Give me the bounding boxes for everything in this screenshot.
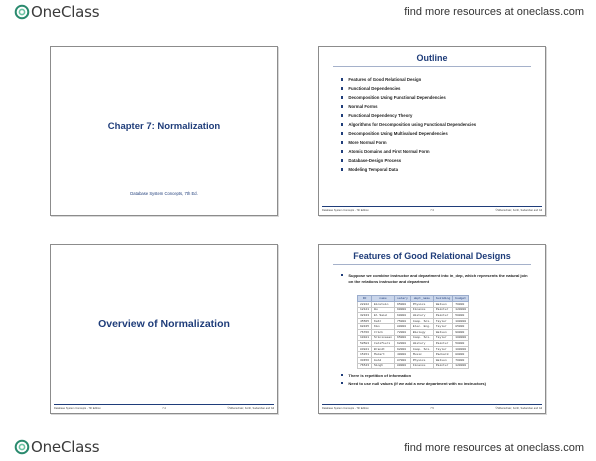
column-header: building [433, 296, 452, 302]
slide-subtitle: Database System Concepts, 7th Ed. [130, 191, 198, 196]
table-cell: Kim [372, 324, 395, 330]
outline-list [341, 75, 476, 174]
page-number: 7.4 [162, 407, 166, 410]
table-cell: 45565 [358, 318, 372, 324]
table-cell: Elec. Eng. [410, 324, 433, 330]
table-cell: 62000 [395, 341, 411, 347]
table-cell: Srinivasan [372, 335, 395, 341]
table-cell: 33456 [358, 357, 372, 363]
table-cell: 70000 [453, 357, 469, 363]
heading-divider [333, 66, 531, 67]
table-cell: Music [410, 352, 433, 358]
table-cell: 76766 [358, 329, 372, 335]
table-cell: Taylor [433, 324, 452, 330]
table-cell: Einstein [372, 302, 395, 308]
bullet-icon [341, 114, 343, 116]
table-cell: Crick [372, 329, 395, 335]
table-cell: Wu [372, 307, 395, 313]
list-item: There is repetition of information [341, 371, 486, 379]
table-cell: Mozart [372, 352, 395, 358]
table-cell: 85000 [453, 324, 469, 330]
table-cell: 95000 [395, 302, 411, 308]
oneclass-logo[interactable] [14, 438, 99, 456]
bullet-icon [341, 150, 343, 152]
header-tagline-link[interactable]: find more resources at oneclass.com [404, 6, 584, 18]
table-cell: Watson [433, 357, 452, 363]
list-item: Functional Dependency Theory [341, 111, 476, 120]
table-cell: History [410, 341, 433, 347]
table-cell: 15151 [358, 352, 372, 358]
table-cell: Singh [372, 363, 395, 369]
table-cell: Comp. Sci. [410, 335, 433, 341]
table-cell: 50000 [453, 313, 469, 319]
table-cell: 70000 [453, 302, 469, 308]
bullet-icon [341, 132, 343, 134]
list-item: Need to use null values (if we add a new department with no instructors) [341, 379, 486, 387]
list-item: Modeling Temporal Data [341, 165, 476, 174]
table-cell: 12121 [358, 307, 372, 313]
table-cell: Packard [433, 352, 452, 358]
table-cell: Comp. Sci. [410, 318, 433, 324]
table-cell: Painter [433, 363, 452, 369]
table-cell: 22222 [358, 302, 372, 308]
table-cell: Gold [372, 357, 395, 363]
table-cell: Comp. Sci. [410, 346, 433, 352]
bullet-icon [341, 105, 343, 107]
table-cell: Finance [410, 363, 433, 369]
table-cell: El Said [372, 313, 395, 319]
page-number: 7.5 [430, 407, 434, 410]
table-row [358, 363, 469, 369]
bullet-icon [341, 141, 343, 143]
slide-title: Overview of Normalization [98, 318, 230, 330]
in-dep-table [357, 295, 469, 369]
table-cell: Painter [433, 307, 452, 313]
page-number: 7.3 [430, 209, 434, 212]
table-cell: Califieri [372, 341, 395, 347]
slide-heading: Outline [416, 53, 448, 63]
oneclass-logo-icon [14, 4, 30, 20]
table-cell: Watson [433, 302, 452, 308]
table-cell: 72000 [395, 329, 411, 335]
bullet-icon [341, 168, 343, 170]
list-item: Database-Design Process [341, 156, 476, 165]
table-cell: 80000 [395, 363, 411, 369]
table-cell: 120000 [453, 363, 469, 369]
bullet-icon [341, 87, 343, 89]
table-cell: Taylor [433, 346, 452, 352]
table-cell: 100000 [453, 318, 469, 324]
table-cell: 90000 [453, 329, 469, 335]
list-item: Atomic Domains and First Normal Form [341, 147, 476, 156]
list-item: Features of Good Relational Design [341, 75, 476, 84]
table-cell: Physics [410, 357, 433, 363]
table-cell: 80000 [453, 352, 469, 358]
bullet-icon [341, 78, 343, 80]
table-cell: 50000 [453, 341, 469, 347]
table-cell: 76543 [358, 363, 372, 369]
table-cell: 65000 [395, 335, 411, 341]
oneclass-logo-text: OneClass [31, 3, 100, 21]
slide-title-chapter [50, 46, 278, 216]
table-cell: 87000 [395, 357, 411, 363]
list-item: Functional Dependencies [341, 84, 476, 93]
oneclass-logo-icon [14, 439, 30, 455]
bullet-icon [341, 382, 343, 384]
table-cell: 80000 [395, 324, 411, 330]
table-cell: 10101 [358, 335, 372, 341]
table-cell: 92000 [395, 346, 411, 352]
table-cell: Katz [372, 318, 395, 324]
table-cell: 98345 [358, 324, 372, 330]
slide-footer: Database System Concepts - 7th Edition 7.5 ©Silberschatz, Korth, Sudarshan and Gil [322, 404, 542, 411]
notes-list [341, 371, 486, 387]
table-cell: Taylor [433, 335, 452, 341]
column-header: budget [453, 296, 469, 302]
bullet-icon [341, 159, 343, 161]
heading-divider [333, 264, 531, 265]
table-cell: Physics [410, 302, 433, 308]
list-item: Algorithms for Decomposition using Functional Dependencies [341, 120, 476, 129]
list-item: Decomposition Using Multivalued Dependencies [341, 129, 476, 138]
table-cell: 75000 [395, 318, 411, 324]
table-cell: Taylor [433, 318, 452, 324]
table-cell: 90000 [395, 307, 411, 313]
slide-footer: Database System Concepts - 7th Edition 7.4 ©Silberschatz, Korth, Sudarshan and Gil [54, 404, 274, 411]
bullet-icon [341, 374, 343, 376]
column-header: ID [358, 296, 372, 302]
table-cell: History [410, 313, 433, 319]
table-cell: 100000 [453, 335, 469, 341]
footer-tagline-link[interactable]: find more resources at oneclass.com [404, 442, 584, 454]
column-header: name [372, 296, 395, 302]
table-cell: 58583 [358, 341, 372, 347]
table-cell: Painter [433, 341, 452, 347]
slide-good-designs [318, 244, 546, 414]
table-cell: Finance [410, 307, 433, 313]
bullet-icon [341, 123, 343, 125]
intro-bullet: Suppose we combine instructor and department into in_dep, which represents the natural join on the relations instructor and department [341, 273, 531, 284]
list-item: Normal Forms [341, 102, 476, 111]
table-cell: 32343 [358, 313, 372, 319]
table-cell: Painter [433, 313, 452, 319]
bullet-icon [341, 96, 343, 98]
column-header: salary [395, 296, 411, 302]
slide-outline [318, 46, 546, 216]
table-cell: Watson [433, 329, 452, 335]
slide-footer: Database System Concepts - 7th Edition 7.3 ©Silberschatz, Korth, Sudarshan and Gil [322, 206, 542, 213]
table-cell: 83821 [358, 346, 372, 352]
table-cell: 100000 [453, 346, 469, 352]
table-cell: 60000 [395, 313, 411, 319]
slide-heading: Features of Good Relational Designs [353, 251, 511, 261]
oneclass-logo[interactable] [14, 3, 99, 21]
list-item: Decomposition Using Functional Dependencies [341, 93, 476, 102]
oneclass-logo-text: OneClass [31, 438, 100, 456]
slide-title: Chapter 7: Normalization [107, 121, 221, 132]
table-cell: 120000 [453, 307, 469, 313]
table-cell: Biology [410, 329, 433, 335]
bullet-icon [341, 274, 343, 276]
column-header: dept_name [410, 296, 433, 302]
table-cell: 40000 [395, 352, 411, 358]
list-item: More Normal Form [341, 138, 476, 147]
slide-section-title [50, 244, 278, 414]
table-cell: Brandt [372, 346, 395, 352]
